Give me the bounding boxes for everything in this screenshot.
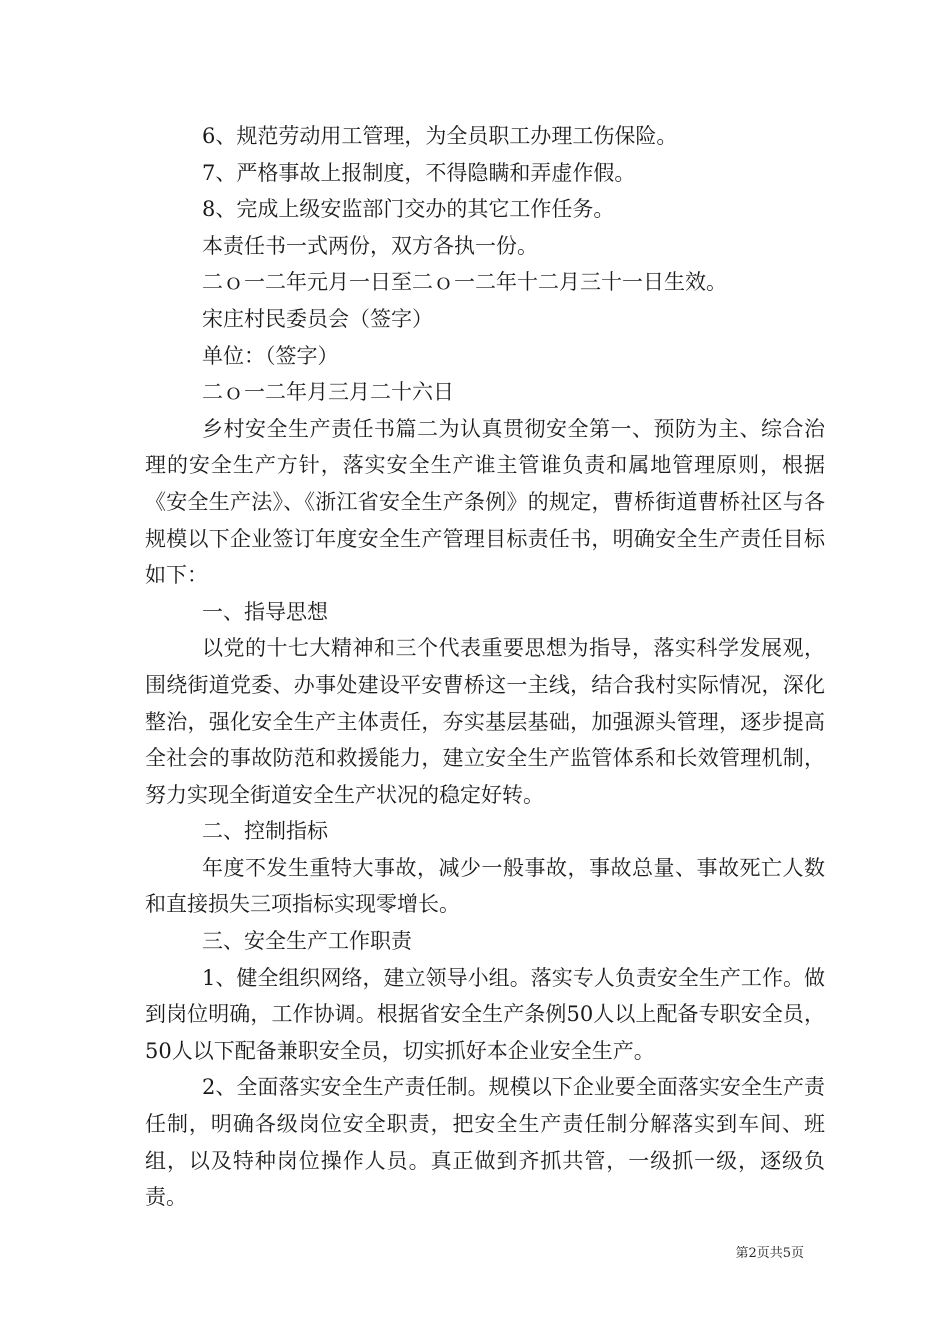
paragraph-item-8: 8、完成上级安监部门交办的其它工作任务。 — [202, 197, 615, 222]
paragraph-control-indicators: 年度不发生重特大事故，减少一般事故，事故总量、事故死亡人数和直接损失三项指标实现零增长。 — [145, 855, 825, 917]
paragraph-effective-date: 二ｏ一二年元月一日至二ｏ一二年十二月三十一日生效。 — [202, 270, 727, 295]
paragraph-signature-committee: 宋庄村民委员会（签字） — [202, 306, 433, 331]
paragraph-intro-part-two: 乡村安全生产责任书篇二为认真贯彻安全第一、预防为主、综合治理的安全生产方针，落实安全生产谁主管谁负责和属地管理原则，根据《安全生产法》、《浙江省安全生产条例》的规定，曹桥街道曹桥社区与各规模以下企业签订年度安全生产管理目标责任书，明确安全生产责任目标如下： — [145, 416, 825, 588]
paragraph-item-7: 7、严格事故上报制度，不得隐瞒和弄虚作假。 — [202, 160, 636, 185]
paragraph-signature-unit: 单位：（签字） — [202, 343, 339, 368]
paragraph-copies: 本责任书一式两份，双方各执一份。 — [202, 233, 538, 258]
paragraph-sign-date: 二ｏ一二年月三月二十六日 — [202, 380, 454, 405]
page-number: 第2页共5页 — [735, 1246, 804, 1261]
section-heading-guiding-thought: 一、指导思想 — [202, 599, 328, 624]
document-body — [145, 118, 825, 1216]
paragraph-duty-2: 2、全面落实安全生产责任制。规模以下企业要全面落实安全生产责任制，明确各级岗位安全职责，把安全生产责任制分解落实到车间、班组，以及特种岗位操作人员。真正做到齐抓共管，一级抓一级，逐级负责。 — [145, 1075, 825, 1210]
paragraph-guiding-thought: 以党的十七大精神和三个代表重要思想为指导，落实科学发展观，围绕街道党委、办事处建设平安曹桥这一主线，结合我村实际情况，深化整治，强化安全生产主体责任，夯实基层基础，加强源头管理，逐步提高全社会的事故防范和救援能力，建立安全生产监管体系和长效管理机制，努力实现全街道安全生产状况的稳定好转。 — [145, 636, 825, 807]
section-heading-control-indicators: 二、控制指标 — [202, 819, 328, 844]
paragraph-duty-1: 1、健全组织网络，建立领导小组。落实专人负责安全生产工作。做到岗位明确，工作协调。根据省安全生产条例50人以上配备专职安全员，50人以下配备兼职安全员，切实抓好本企业安全生产。 — [145, 965, 825, 1063]
section-heading-duties: 三、安全生产工作职责 — [202, 929, 412, 954]
paragraph-item-6: 6、规范劳动用工管理，为全员职工办理工伤保险。 — [202, 124, 678, 148]
